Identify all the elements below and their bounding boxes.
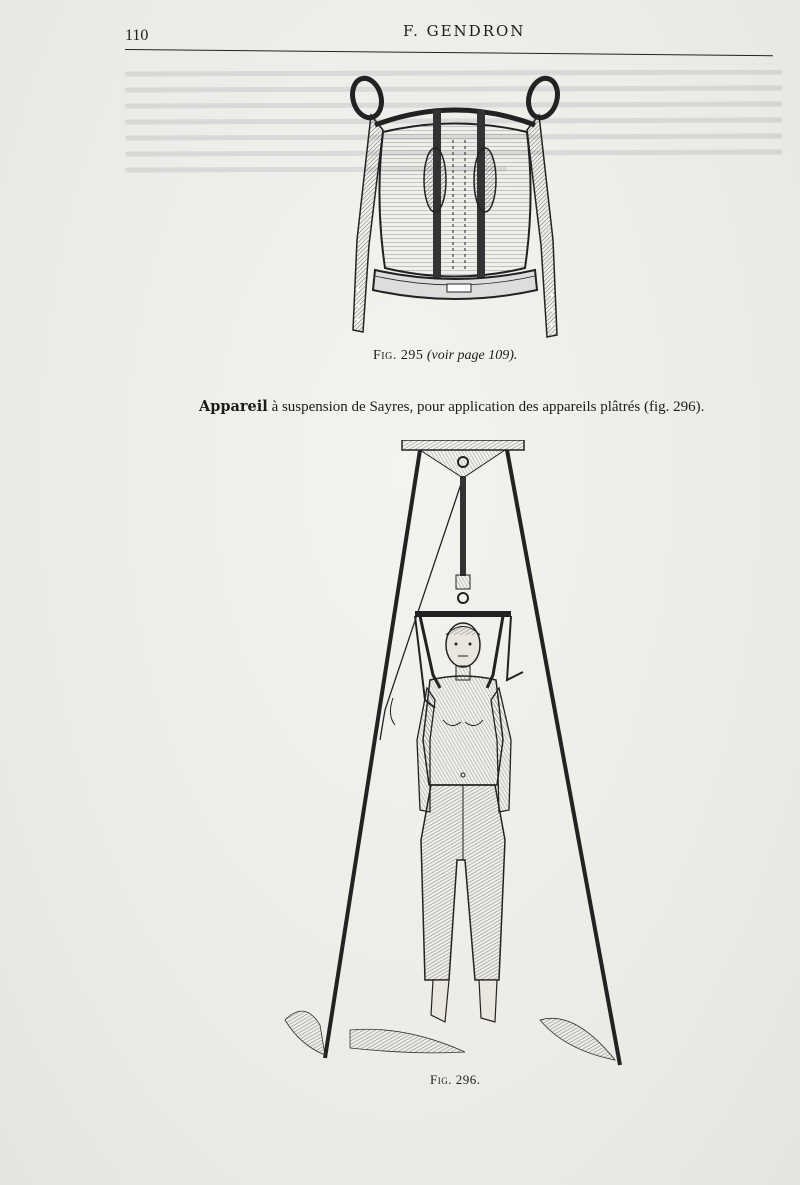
page-number: 110 — [125, 27, 149, 44]
suspension-apparatus-engraving — [275, 440, 635, 1070]
header-rule — [125, 49, 773, 56]
figure-295-label: Fig. 295 — [373, 348, 424, 363]
figure-295-corset-illustration — [335, 70, 575, 345]
figure-296-suspension-apparatus-illustration — [275, 440, 635, 1070]
corset-engraving — [335, 70, 575, 345]
figure-295-page-reference: (voir page 109). — [426, 348, 518, 363]
body-term: Appareil — [199, 398, 268, 415]
running-head: F. GENDRON — [403, 22, 526, 40]
figure-296-caption — [430, 1072, 480, 1088]
figure-295-caption — [373, 348, 517, 364]
body-text: à suspension de Sayres, pour application des appareils plâtrés (fig. 296). — [267, 399, 705, 415]
figure-296-label: Fig. 296. — [430, 1072, 481, 1087]
body-paragraph — [199, 398, 704, 416]
